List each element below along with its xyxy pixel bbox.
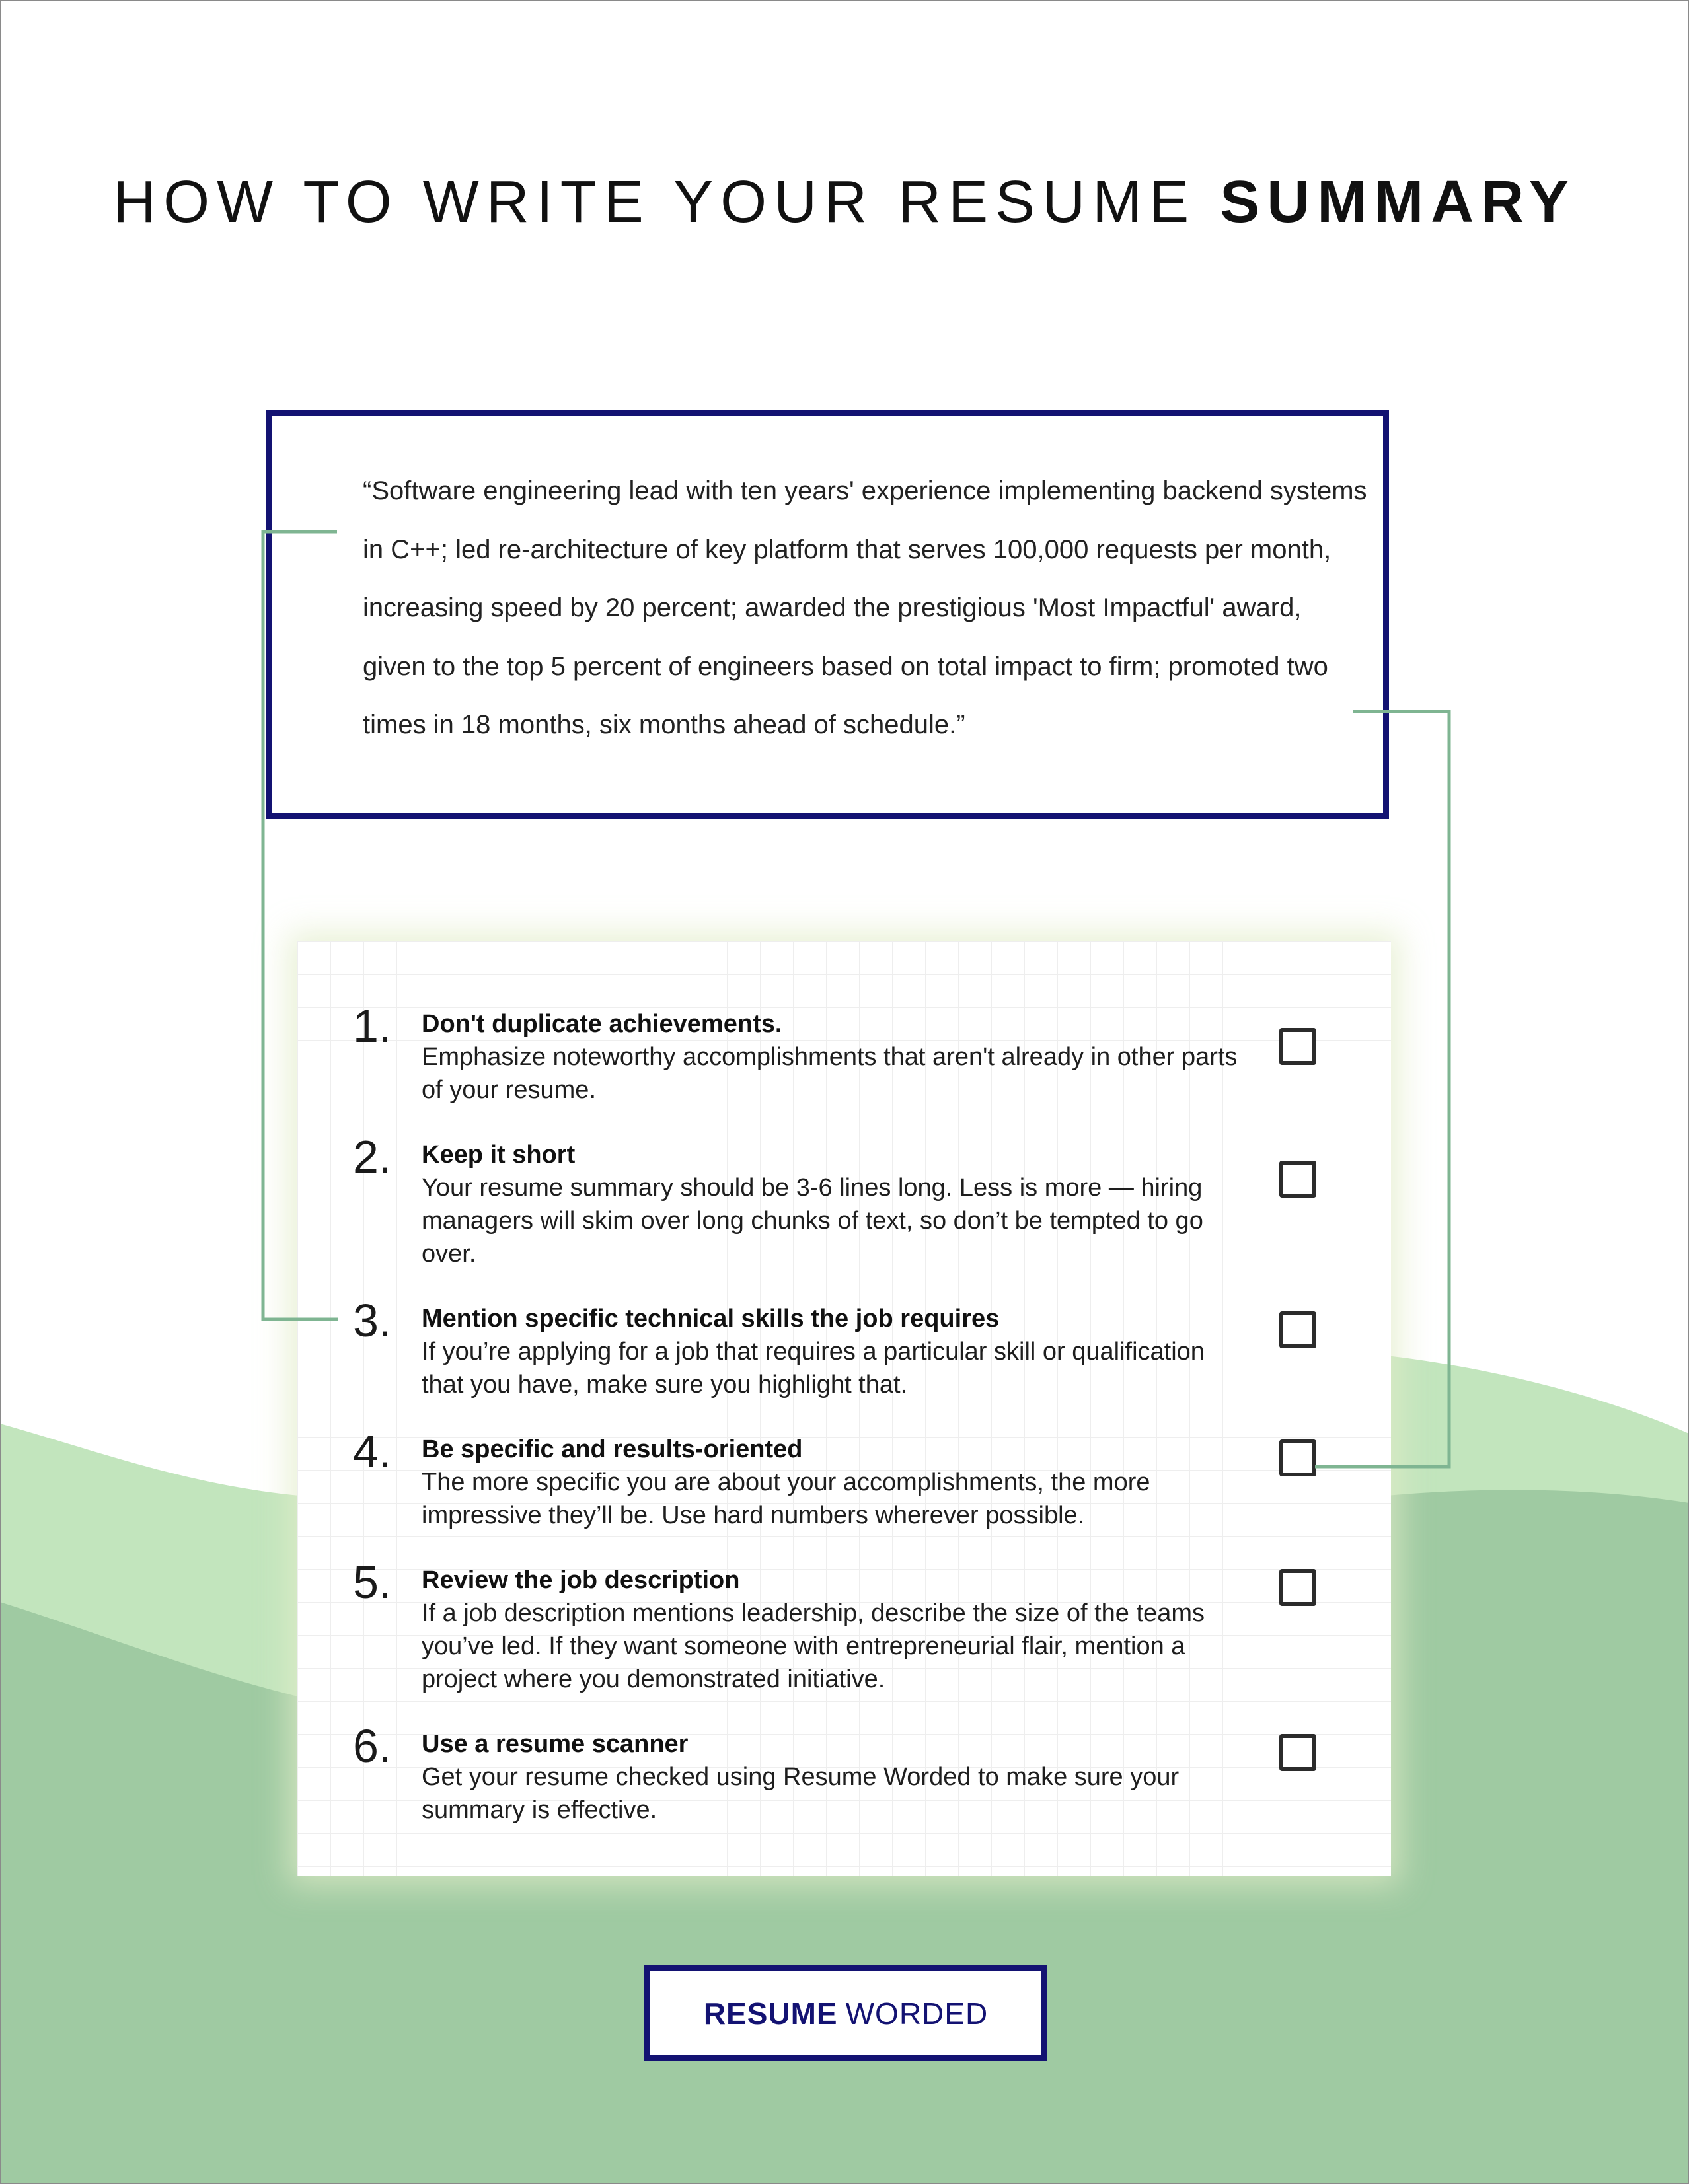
item-checkbox[interactable]: [1279, 1734, 1316, 1771]
item-number: 6.: [353, 1720, 392, 1772]
item-number: 2.: [353, 1131, 392, 1183]
item-description: If you’re applying for a job that requires a particular skill or qualification that you have, make sure you highlight that.: [422, 1338, 1205, 1399]
item-description: Emphasize noteworthy accomplishments that aren't already in other parts of your resume.: [422, 1043, 1238, 1104]
title-light: HOW TO WRITE YOUR RESUME: [113, 169, 1197, 235]
item-checkbox[interactable]: [1279, 1439, 1316, 1476]
item-checkbox[interactable]: [1279, 1569, 1316, 1606]
item-heading: Don't duplicate achievements.: [422, 1010, 782, 1038]
title-bold: SUMMARY: [1220, 169, 1576, 235]
item-checkbox[interactable]: [1279, 1028, 1316, 1065]
item-number: 3.: [353, 1295, 392, 1346]
item-checkbox[interactable]: [1279, 1161, 1316, 1198]
item-number: 5.: [353, 1556, 392, 1608]
resume-worded-logo: [644, 1965, 1047, 2061]
item-number: 1.: [353, 1000, 392, 1052]
item-description: Get your resume checked using Resume Worded to make sure your summary is effective.: [422, 1763, 1180, 1824]
item-description: If a job description mentions leadership, describe the size of the teams you’ve led. If they want someone with entrepreneurial flair, mention a project where you demonstrated initiative.: [422, 1599, 1205, 1693]
item-heading: Review the job description: [422, 1566, 740, 1594]
item-heading: Be specific and results-oriented: [422, 1436, 803, 1463]
logo-bold-text: RESUME: [703, 1996, 838, 2031]
item-description: The more specific you are about your accomplishments, the more impressive they’ll be. Use hard numbers wherever possible.: [422, 1469, 1150, 1529]
item-heading: Mention specific technical skills the job requires: [422, 1305, 1000, 1332]
page-title: [0, 168, 1689, 237]
item-heading: Use a resume scanner: [422, 1730, 689, 1758]
checklist-card: [297, 941, 1391, 1876]
logo-regular-text: WORDED: [845, 1996, 989, 2031]
item-heading: Keep it short: [422, 1141, 576, 1169]
item-checkbox[interactable]: [1279, 1311, 1316, 1348]
item-description: Your resume summary should be 3-6 lines long. Less is more — hiring managers will skim over long chunks of text, so don’t be tempted to go over.: [422, 1174, 1203, 1268]
summary-example-box: [266, 410, 1389, 819]
summary-example-text: “Software engineering lead with ten years' experience implementing backend systems in C++; led re-architecture of key platform that serves 100,000 requests per month, increasing speed by 20 percent; awarded the prestigious 'Most Impactful' award, given to the top 5 percent of engineers based on total impact to firm; promoted two times in 18 months, six months ahead of schedule.”: [363, 476, 1367, 739]
item-number: 4.: [353, 1426, 392, 1477]
